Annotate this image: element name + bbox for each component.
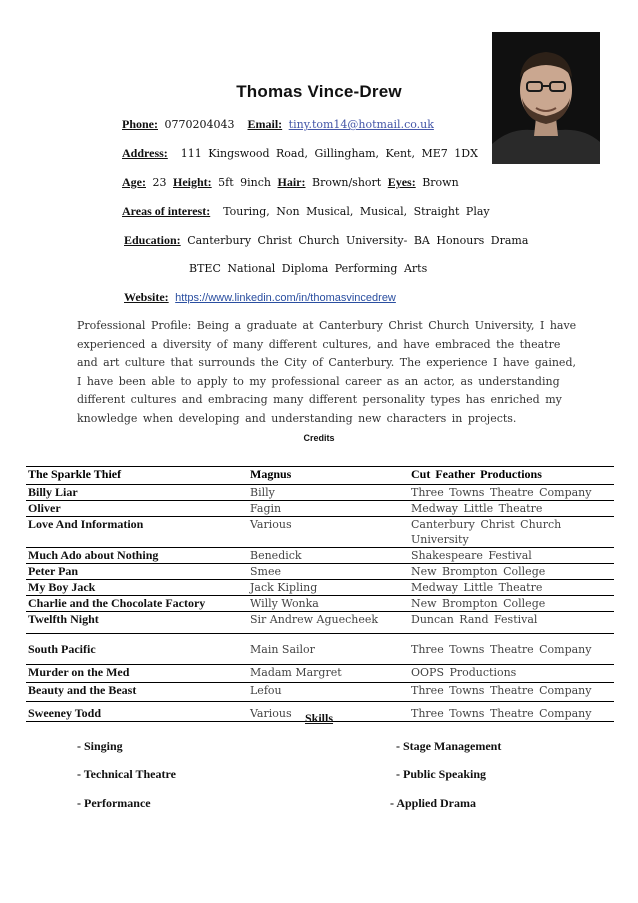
eyes-label: Eyes:	[387, 175, 416, 189]
credit-role: Billy	[248, 485, 409, 501]
table-row	[26, 517, 614, 548]
contact-line-appearance	[122, 175, 459, 190]
table-row	[26, 596, 614, 612]
education-label: Education:	[124, 233, 181, 247]
email-label: Email:	[247, 117, 283, 131]
credit-role: Various	[248, 702, 409, 722]
website-link[interactable]: https://www.linkedin.com/in/thomasvincedrew	[175, 292, 396, 304]
height-value: 5ft 9inch	[218, 176, 272, 189]
table-row	[26, 485, 614, 501]
credit-role: Smee	[248, 564, 409, 580]
contact-line-education-2	[189, 262, 427, 275]
height-label: Height:	[173, 175, 212, 189]
credit-production: My Boy Jack	[26, 580, 248, 596]
profile-line: I have been able to apply to my professional career as an actor, as understanding	[77, 374, 560, 388]
credit-company: OOPS Productions	[409, 665, 614, 683]
credit-role: Magnus	[248, 467, 409, 485]
credit-company: New Brompton College	[409, 564, 614, 580]
credits-header-row	[26, 467, 614, 485]
table-row	[26, 501, 614, 517]
credit-role: Main Sailor	[248, 634, 409, 665]
contact-line-education	[124, 233, 528, 248]
eyes-value: Brown	[422, 176, 459, 189]
credit-company: Medway Little Theatre	[409, 501, 614, 517]
credit-company: Canterbury Christ Church University	[409, 517, 614, 548]
credit-role: Willy Wonka	[248, 596, 409, 612]
profile-line: different cultures and embracing many different personality types has enriched my	[77, 393, 562, 406]
contact-line-interests	[122, 204, 490, 219]
credit-company: Cut Feather Productions	[409, 467, 614, 485]
email-link[interactable]: tiny.tom14@hotmail.co.uk	[288, 118, 434, 131]
credit-role: Sir Andrew Aguecheek	[248, 612, 409, 634]
credit-production: Love And Information	[26, 517, 248, 548]
age-label: Age:	[122, 175, 146, 189]
credit-company: Three Towns Theatre Company	[409, 683, 614, 702]
credit-production: Sweeney Todd	[26, 702, 248, 722]
phone-value: 0770204043	[164, 118, 235, 131]
table-row	[26, 683, 614, 702]
credit-company: New Brompton College	[409, 596, 614, 612]
phone-label: Phone:	[122, 117, 158, 131]
table-row	[26, 564, 614, 580]
professional-profile	[77, 317, 577, 428]
contact-line-website	[124, 290, 396, 305]
credit-production: Peter Pan	[26, 564, 248, 580]
credit-role: Madam Margret	[248, 665, 409, 683]
contact-line-phone-email	[122, 117, 434, 132]
credits-heading: Credits	[303, 433, 335, 443]
credit-production: Murder on the Med	[26, 665, 248, 683]
address-label: Address:	[122, 146, 168, 160]
credit-company: Three Towns Theatre Company	[409, 485, 614, 501]
profile-line: experienced a diversity of many different cultures, and have embraced the theatre	[77, 337, 561, 351]
skills-heading: Skills	[304, 711, 334, 725]
interests-value: Touring, Non Musical, Musical, Straight Play	[223, 205, 490, 218]
profile-line: and art culture that surrounds the City of Canterbury. The experience I have gained,	[77, 356, 576, 369]
table-row	[26, 612, 614, 634]
contact-line-address	[122, 146, 478, 161]
website-label: Website:	[124, 290, 169, 304]
interests-label: Areas of interest:	[122, 204, 211, 218]
skill-item: - Technical Theatre	[77, 767, 176, 781]
credit-production: Oliver	[26, 501, 248, 517]
skill-item: - Performance	[77, 796, 151, 810]
skill-item: - Stage Management	[396, 739, 502, 753]
credit-company: Three Towns Theatre Company	[409, 634, 614, 665]
skill-item: - Public Speaking	[396, 767, 487, 781]
education-value-2: BTEC National Diploma Performing Arts	[189, 262, 428, 275]
table-row	[26, 548, 614, 564]
age-value: 23	[152, 176, 167, 189]
skill-item: - Applied Drama	[390, 796, 477, 810]
credit-production: Much Ado about Nothing	[26, 548, 248, 564]
credit-role: Lefou	[248, 683, 409, 702]
hair-value: Brown/short	[312, 176, 382, 189]
cv-name: Thomas Vince-Drew	[236, 82, 402, 101]
credit-company: Three Towns Theatre Company	[409, 702, 614, 722]
education-value-1: Canterbury Christ Church University- BA Honours Drama	[187, 234, 529, 247]
profile-line: knowledge when developing and understanding new characters in projects.	[77, 411, 517, 425]
credit-role: Fagin	[248, 501, 409, 517]
credit-production: Twelfth Night	[26, 612, 248, 634]
credit-production: South Pacific	[26, 634, 248, 665]
profile-line: Professional Profile: Being a graduate at Canterbury Christ Church University, I have	[77, 319, 577, 332]
credit-company: Medway Little Theatre	[409, 580, 614, 596]
credit-role: Benedick	[248, 548, 409, 564]
credit-company: Duncan Rand Festival	[409, 612, 614, 634]
credit-production: The Sparkle Thief	[26, 467, 248, 485]
credit-company: Shakespeare Festival	[409, 548, 614, 564]
credit-production: Charlie and the Chocolate Factory	[26, 596, 248, 612]
table-row	[26, 665, 614, 683]
address-value: 111 Kingswood Road, Gillingham, Kent, ME7 1DX	[180, 147, 478, 160]
credits-table	[26, 466, 614, 722]
credit-role: Jack Kipling	[248, 580, 409, 596]
hair-label: Hair:	[277, 175, 306, 189]
table-row	[26, 580, 614, 596]
credit-role: Various	[248, 517, 409, 548]
credit-production: Billy Liar	[26, 485, 248, 501]
skill-item: - Singing	[77, 739, 123, 753]
table-row	[26, 634, 614, 665]
credit-production: Beauty and the Beast	[26, 683, 248, 702]
profile-photo	[492, 32, 600, 164]
